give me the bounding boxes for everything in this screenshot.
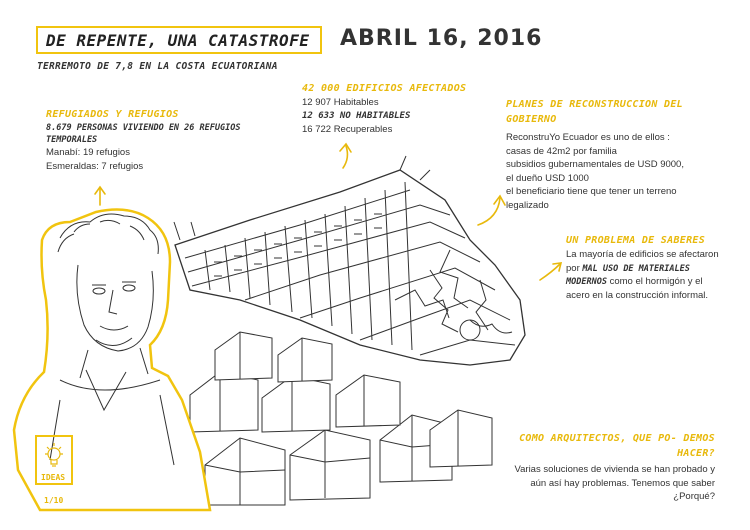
- collapsed-building-sketch: [174, 156, 525, 365]
- arquitectos-text: Varias soluciones de vivienda se han probado y aún así hay problemas. Tenemos que saber ¿Porqué?: [514, 464, 715, 502]
- planes-heading: PLANES DE RECONSTRUCCION DEL GOBIERNO: [506, 99, 683, 125]
- ideas-label: IDEAS: [41, 473, 66, 482]
- planes-line: el beneficiario tiene que tener un terreno: [506, 186, 677, 197]
- edificios-section: [302, 82, 482, 136]
- saberes-text-bold: MAL USO DE MATERIALES MODERNOS: [566, 263, 690, 287]
- edificios-habitables: 12 907 Habitables: [302, 97, 379, 108]
- edificios-no-habitables: 12 633 NO HABITABLES: [302, 110, 411, 121]
- saberes-text: [566, 248, 726, 302]
- page-subtitle: TERREMOTO DE 7,8 EN LA COSTA ECUATORIANA: [37, 61, 278, 72]
- tents-sketch: [190, 332, 492, 505]
- saberes-text-before: La mayoría de edificios se afectaron por: [566, 249, 719, 274]
- refugiados-heading: REFUGIADOS Y REFUGIOS: [46, 109, 179, 120]
- event-date: ABRIL 16, 2016: [340, 26, 543, 51]
- saberes-heading: UN PROBLEMA DE SABERES: [566, 235, 706, 246]
- planes-line: casas de 42m2 por familia: [506, 145, 617, 157]
- planes-line: ReconstruYo Ecuador es uno de ellos :: [506, 132, 670, 143]
- planes-section: [506, 97, 706, 212]
- refugiados-summary: 8.679 PERSONAS VIVIENDO EN 26 REFUGIOS TEMPORALES: [46, 123, 241, 145]
- refugiados-item: Manabí: 19 refugios: [46, 147, 130, 158]
- refugiados-section: [46, 108, 286, 173]
- ideas-badge: [35, 435, 73, 485]
- page-number: 1/10: [44, 496, 64, 505]
- arquitectos-section: [500, 431, 715, 504]
- page-title: DE REPENTE, UNA CATASTROFE: [46, 30, 310, 50]
- lightbulb-icon: [37, 437, 71, 473]
- planes-line: legalizado: [506, 199, 549, 211]
- planes-line: el dueño USD 1000: [506, 172, 589, 184]
- edificios-heading: 42 000 EDIFICIOS AFECTADOS: [302, 83, 467, 94]
- saberes-text-after: como el hormigón y el acero en la construcción informal.: [566, 276, 709, 301]
- saberes-section: [566, 234, 726, 302]
- title-box: [36, 26, 322, 54]
- arquitectos-heading: COMO ARQUITECTOS, QUE PO- DEMOS HACER?: [519, 433, 715, 459]
- planes-line: subsidios gubernamentales de USD 9000,: [506, 159, 684, 170]
- edificios-recuperables: 16 722 Recuperables: [302, 123, 393, 135]
- refugiados-item: Esmeraldas: 7 refugios: [46, 160, 144, 172]
